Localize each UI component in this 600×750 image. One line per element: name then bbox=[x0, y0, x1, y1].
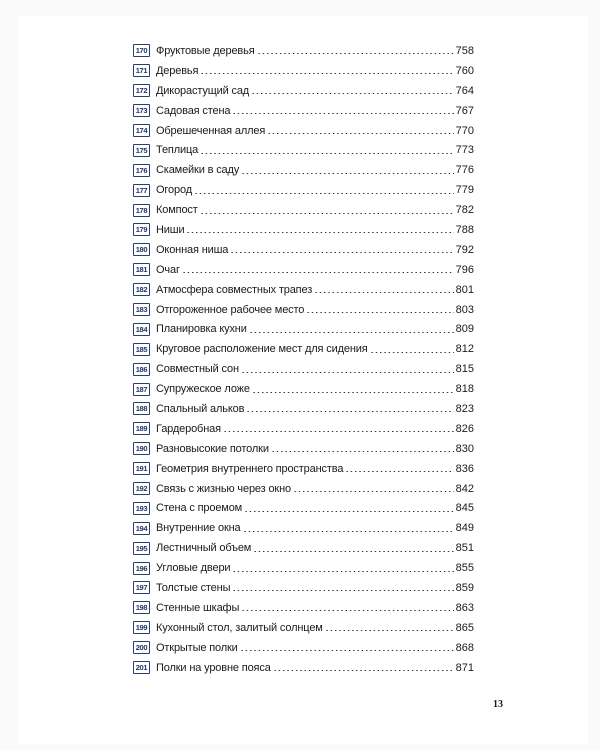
toc-entry-page: 764 bbox=[455, 84, 474, 97]
toc-entry-page: 812 bbox=[455, 343, 474, 356]
toc-entry[interactable] bbox=[133, 160, 474, 180]
pattern-number-badge: 180 bbox=[133, 243, 150, 256]
toc-entry[interactable] bbox=[133, 300, 474, 320]
toc-entry-title: Очаг bbox=[156, 263, 180, 276]
toc-entry[interactable] bbox=[133, 399, 474, 419]
toc-entry-page: 830 bbox=[455, 442, 474, 455]
toc-entry[interactable] bbox=[133, 359, 474, 379]
pattern-number-badge: 170 bbox=[133, 44, 150, 57]
toc-entry-page: 776 bbox=[455, 164, 474, 177]
book-page bbox=[18, 16, 588, 744]
dot-leader bbox=[200, 153, 454, 154]
toc-entry-title: Оконная ниша bbox=[156, 243, 229, 256]
toc-entry[interactable] bbox=[133, 578, 474, 598]
toc-entry-title: Внутренние окна bbox=[156, 522, 241, 535]
pattern-number-badge: 181 bbox=[133, 263, 150, 276]
toc-entry-title: Супружеское ложе bbox=[156, 383, 250, 396]
dot-leader bbox=[370, 352, 454, 353]
toc-entry-title: Ниши bbox=[156, 223, 185, 236]
toc-entry[interactable] bbox=[133, 439, 474, 459]
toc-entry[interactable] bbox=[133, 618, 474, 638]
pattern-number-badge: 195 bbox=[133, 542, 150, 555]
dot-leader bbox=[241, 610, 453, 611]
toc-entry-title: Геометрия внутреннего пространства bbox=[156, 462, 344, 475]
dot-leader bbox=[240, 650, 454, 651]
dot-leader bbox=[314, 292, 454, 293]
dot-leader bbox=[325, 630, 454, 631]
dot-leader bbox=[223, 431, 454, 432]
pattern-number-badge: 199 bbox=[133, 621, 150, 634]
dot-leader bbox=[200, 73, 453, 74]
toc-entry-title: Лестничный объем bbox=[156, 542, 252, 555]
pattern-number-badge: 174 bbox=[133, 124, 150, 137]
toc-entry-page: 773 bbox=[455, 144, 474, 157]
pattern-number-badge: 172 bbox=[133, 84, 150, 97]
dot-leader bbox=[243, 531, 454, 532]
toc-entry-page: 758 bbox=[455, 44, 474, 57]
pattern-number-badge: 185 bbox=[133, 343, 150, 356]
toc-entry-page: 782 bbox=[455, 204, 474, 217]
table-of-contents bbox=[133, 41, 474, 678]
toc-entry-page: 803 bbox=[455, 303, 474, 316]
toc-entry-page: 863 bbox=[455, 601, 474, 614]
pattern-number-badge: 186 bbox=[133, 363, 150, 376]
toc-entry[interactable] bbox=[133, 319, 474, 339]
toc-entry-title: Полки на уровне пояса bbox=[156, 661, 271, 674]
pattern-number-badge: 177 bbox=[133, 184, 150, 197]
toc-entry-page: 849 bbox=[455, 522, 474, 535]
dot-leader bbox=[253, 551, 453, 552]
dot-leader bbox=[257, 53, 454, 54]
toc-entry[interactable] bbox=[133, 220, 474, 240]
dot-leader bbox=[273, 670, 454, 671]
toc-entry-title: Садовая стена bbox=[156, 104, 231, 117]
toc-entry[interactable] bbox=[133, 41, 474, 61]
toc-entry-page: 779 bbox=[455, 184, 474, 197]
toc-entry-page: 851 bbox=[455, 542, 474, 555]
toc-entry-page: 792 bbox=[455, 243, 474, 256]
toc-entry[interactable] bbox=[133, 419, 474, 439]
toc-entry-title: Спальный альков bbox=[156, 402, 245, 415]
toc-entry-page: 871 bbox=[455, 661, 474, 674]
pattern-number-badge: 182 bbox=[133, 283, 150, 296]
pattern-number-badge: 187 bbox=[133, 383, 150, 396]
pattern-number-badge: 196 bbox=[133, 562, 150, 575]
toc-entry[interactable] bbox=[133, 459, 474, 479]
pattern-number-badge: 176 bbox=[133, 164, 150, 177]
toc-entry-page: 767 bbox=[455, 104, 474, 117]
dot-leader bbox=[251, 93, 454, 94]
toc-entry[interactable] bbox=[133, 200, 474, 220]
dot-leader bbox=[232, 590, 453, 591]
toc-entry-page: 826 bbox=[455, 422, 474, 435]
toc-entry[interactable] bbox=[133, 81, 474, 101]
toc-entry[interactable] bbox=[133, 538, 474, 558]
toc-entry[interactable] bbox=[133, 379, 474, 399]
toc-entry-title: Открытые полки bbox=[156, 641, 238, 654]
dot-leader bbox=[200, 213, 454, 214]
toc-entry[interactable] bbox=[133, 658, 474, 678]
toc-entry-page: 823 bbox=[455, 402, 474, 415]
toc-entry-title: Обрешеченная аллея bbox=[156, 124, 266, 137]
toc-entry-page: 836 bbox=[455, 462, 474, 475]
toc-entry-page: 770 bbox=[455, 124, 474, 137]
toc-entry-page: 815 bbox=[455, 363, 474, 376]
toc-entry-title: Атмосфера совместных трапез bbox=[156, 283, 313, 296]
pattern-number-badge: 192 bbox=[133, 482, 150, 495]
dot-leader bbox=[345, 471, 453, 472]
pattern-number-badge: 184 bbox=[133, 323, 150, 336]
toc-entry-title: Отгороженное рабочее место bbox=[156, 303, 305, 316]
pattern-number-badge: 173 bbox=[133, 104, 150, 117]
toc-entry-title: Круговое расположение мест для сидения bbox=[156, 343, 368, 356]
toc-entry-title: Кухонный стол, залитый солнцем bbox=[156, 621, 323, 634]
pattern-number-badge: 193 bbox=[133, 502, 150, 515]
toc-entry[interactable] bbox=[133, 180, 474, 200]
toc-entry[interactable] bbox=[133, 260, 474, 280]
toc-entry-title: Гардеробная bbox=[156, 422, 221, 435]
toc-entry[interactable] bbox=[133, 479, 474, 499]
toc-entry[interactable] bbox=[133, 240, 474, 260]
toc-entry-page: 865 bbox=[455, 621, 474, 634]
toc-entry-title: Стена с проемом bbox=[156, 502, 243, 515]
toc-entry[interactable] bbox=[133, 140, 474, 160]
toc-entry[interactable] bbox=[133, 598, 474, 618]
dot-leader bbox=[230, 252, 453, 253]
toc-entry-title: Компост bbox=[156, 204, 198, 217]
pattern-number-badge: 178 bbox=[133, 204, 150, 217]
toc-entry[interactable] bbox=[133, 121, 474, 141]
toc-entry-title: Скамейки в саду bbox=[156, 164, 240, 177]
toc-entry[interactable] bbox=[133, 558, 474, 578]
dot-leader bbox=[306, 312, 453, 313]
toc-entry[interactable] bbox=[133, 101, 474, 121]
dot-leader bbox=[267, 133, 454, 134]
dot-leader bbox=[249, 332, 454, 333]
toc-entry-page: 796 bbox=[455, 263, 474, 276]
pattern-number-badge: 200 bbox=[133, 641, 150, 654]
pattern-number-badge: 171 bbox=[133, 64, 150, 77]
toc-entry-title: Фруктовые деревья bbox=[156, 44, 255, 57]
toc-entry-page: 855 bbox=[455, 562, 474, 575]
toc-entry[interactable] bbox=[133, 339, 474, 359]
pattern-number-badge: 183 bbox=[133, 303, 150, 316]
dot-leader bbox=[252, 392, 454, 393]
pattern-number-badge: 188 bbox=[133, 402, 150, 415]
toc-entry[interactable] bbox=[133, 61, 474, 81]
toc-entry[interactable] bbox=[133, 280, 474, 300]
toc-entry-title: Стенные шкафы bbox=[156, 601, 240, 614]
pattern-number-badge: 198 bbox=[133, 601, 150, 614]
toc-entry-title: Разновысокие потолки bbox=[156, 442, 269, 455]
toc-entry-title: Теплица bbox=[156, 144, 199, 157]
toc-entry[interactable] bbox=[133, 498, 474, 518]
toc-entry-page: 760 bbox=[455, 64, 474, 77]
pattern-number-badge: 190 bbox=[133, 442, 150, 455]
dot-leader bbox=[232, 113, 453, 114]
pattern-number-badge: 201 bbox=[133, 661, 150, 674]
pattern-number-badge: 179 bbox=[133, 223, 150, 236]
toc-entry-title: Деревья bbox=[156, 64, 199, 77]
dot-leader bbox=[244, 511, 454, 512]
toc-entry-page: 859 bbox=[455, 581, 474, 594]
toc-entry-title: Планировка кухни bbox=[156, 323, 247, 336]
toc-entry-page: 842 bbox=[455, 482, 474, 495]
toc-entry-title: Дикорастущий сад bbox=[156, 84, 250, 97]
toc-entry[interactable] bbox=[133, 518, 474, 538]
toc-entry-page: 845 bbox=[455, 502, 474, 515]
toc-entry-title: Связь с жизнью через окно bbox=[156, 482, 291, 495]
dot-leader bbox=[194, 193, 454, 194]
dot-leader bbox=[271, 451, 454, 452]
dot-leader bbox=[293, 491, 454, 492]
dot-leader bbox=[241, 372, 454, 373]
toc-entry-page: 868 bbox=[455, 641, 474, 654]
toc-entry-title: Толстые стены bbox=[156, 581, 231, 594]
dot-leader bbox=[182, 272, 454, 273]
toc-entry-title: Огород bbox=[156, 184, 192, 197]
page-number: 13 bbox=[493, 699, 503, 710]
pattern-number-badge: 175 bbox=[133, 144, 150, 157]
pattern-number-badge: 194 bbox=[133, 522, 150, 535]
dot-leader bbox=[186, 232, 453, 233]
dot-leader bbox=[246, 411, 453, 412]
toc-entry-page: 801 bbox=[455, 283, 474, 296]
toc-entry-title: Совместный сон bbox=[156, 363, 239, 376]
dot-leader bbox=[241, 173, 454, 174]
pattern-number-badge: 191 bbox=[133, 462, 150, 475]
toc-entry-page: 788 bbox=[455, 223, 474, 236]
pattern-number-badge: 197 bbox=[133, 581, 150, 594]
toc-entry[interactable] bbox=[133, 638, 474, 658]
pattern-number-badge: 189 bbox=[133, 422, 150, 435]
toc-entry-title: Угловые двери bbox=[156, 562, 231, 575]
dot-leader bbox=[232, 571, 453, 572]
toc-entry-page: 818 bbox=[455, 383, 474, 396]
toc-entry-page: 809 bbox=[455, 323, 474, 336]
